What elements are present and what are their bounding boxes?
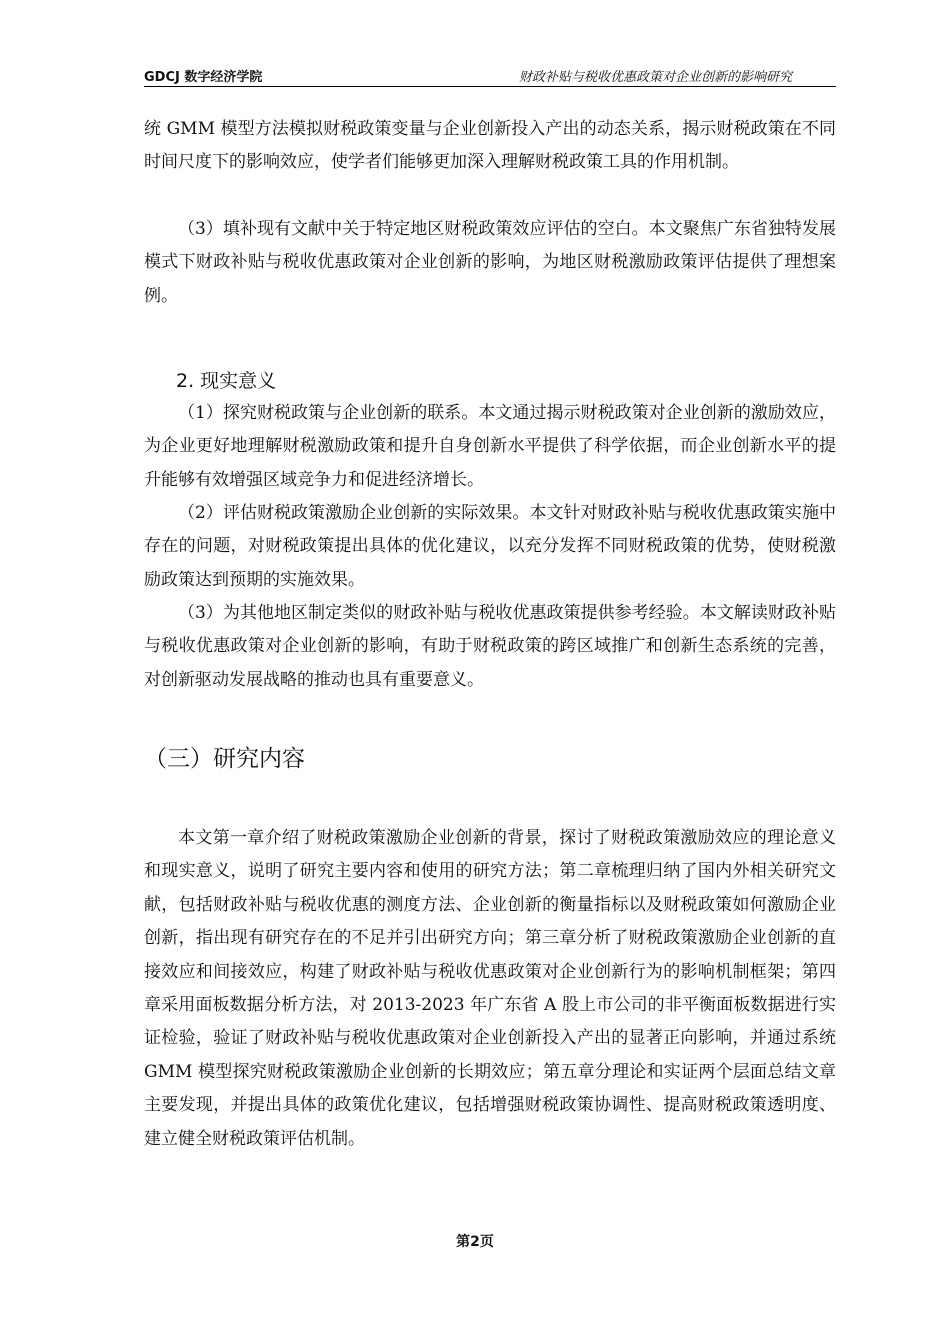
section-heading-practical-significance: 2. 现实意义 [176,370,277,392]
header-paper-title: 财政补贴与税收优惠政策对企业创新的影响研究 [518,70,792,85]
paragraph-theory-3: （3）填补现有文献中关于特定地区财税政策效应评估的空白。本文聚焦广东省独特发展模式下财政补贴与税收优惠政策对企业创新的影响，为地区财税激励政策评估提供了理想案例。 [144,219,836,306]
practical-item-1: （1）探究财税政策与企业创新的联系。本文通过揭示财税政策对企业创新的激励效应，为企业更好地理解财税激励政策和提升自身创新水平提供了科学依据，而企业创新水平的提升能够有效增强区域竞争力和促进经济增长。 [144,403,836,490]
page-number: 第2页 [456,1234,494,1250]
header-institution: GDCJ 数字经济学院 [144,70,263,85]
page-header [144,66,836,87]
paragraph-continued: 统 GMM 模型方法模拟财税政策变量与企业创新投入产出的动态关系，揭示财税政策在不同时间尺度下的影响效应，使学者们能够更加深入理解财税政策工具的作用机制。 [144,119,836,173]
practical-item-3: （3）为其他地区制定类似的财政补贴与税收优惠政策提供参考经验。本文解读财政补贴与税收优惠政策对企业创新的影响，有助于财税政策的跨区域推广和创新生态系统的完善，对创新驱动发展战略的推动也具有重要意义。 [144,603,836,690]
practical-item-2: （2）评估财税政策激励企业创新的实际效果。本文针对财政补贴与税收优惠政策实施中存在的问题，对财税政策提出具体的优化建议，以充分发挥不同财税政策的优势，使财税激励政策达到预期的实施效果。 [144,503,836,590]
section-heading-research-content: （三）研究内容 [144,746,305,772]
research-content-body: 本文第一章介绍了财税政策激励企业创新的背景，探讨了财税政策激励效应的理论意义和现实意义，说明了研究主要内容和使用的研究方法；第二章梳理归纳了国内外相关研究文献，包括财政补贴与税收优惠的测度方法、企业创新的衡量指标以及财税政策如何激励企业创新，指出现有研究存在的不足并引出研究方向；第三章分析了财税政策激励企业创新的直接效应和间接效应，构建了财政补贴与税收优惠政策对企业创新行为的影响机制框架；第四章采用面板数据分析方法，对 2013-2023 年广东省 A 股上市公司的非平衡面板数据进行实证检验，验证了财政补贴与税收优惠政策对企业创新投入产出的显著正向影响，并通过系统 GMM 模型探究财税政策激励企业创新的长期效应；第五章分理论和实证两个层面总结文章主要发现，并提出具体的政策优化建议，包括增强财税政策协调性、提高财税政策透明度、建立健全财税政策评估机制。 [144,828,836,1149]
